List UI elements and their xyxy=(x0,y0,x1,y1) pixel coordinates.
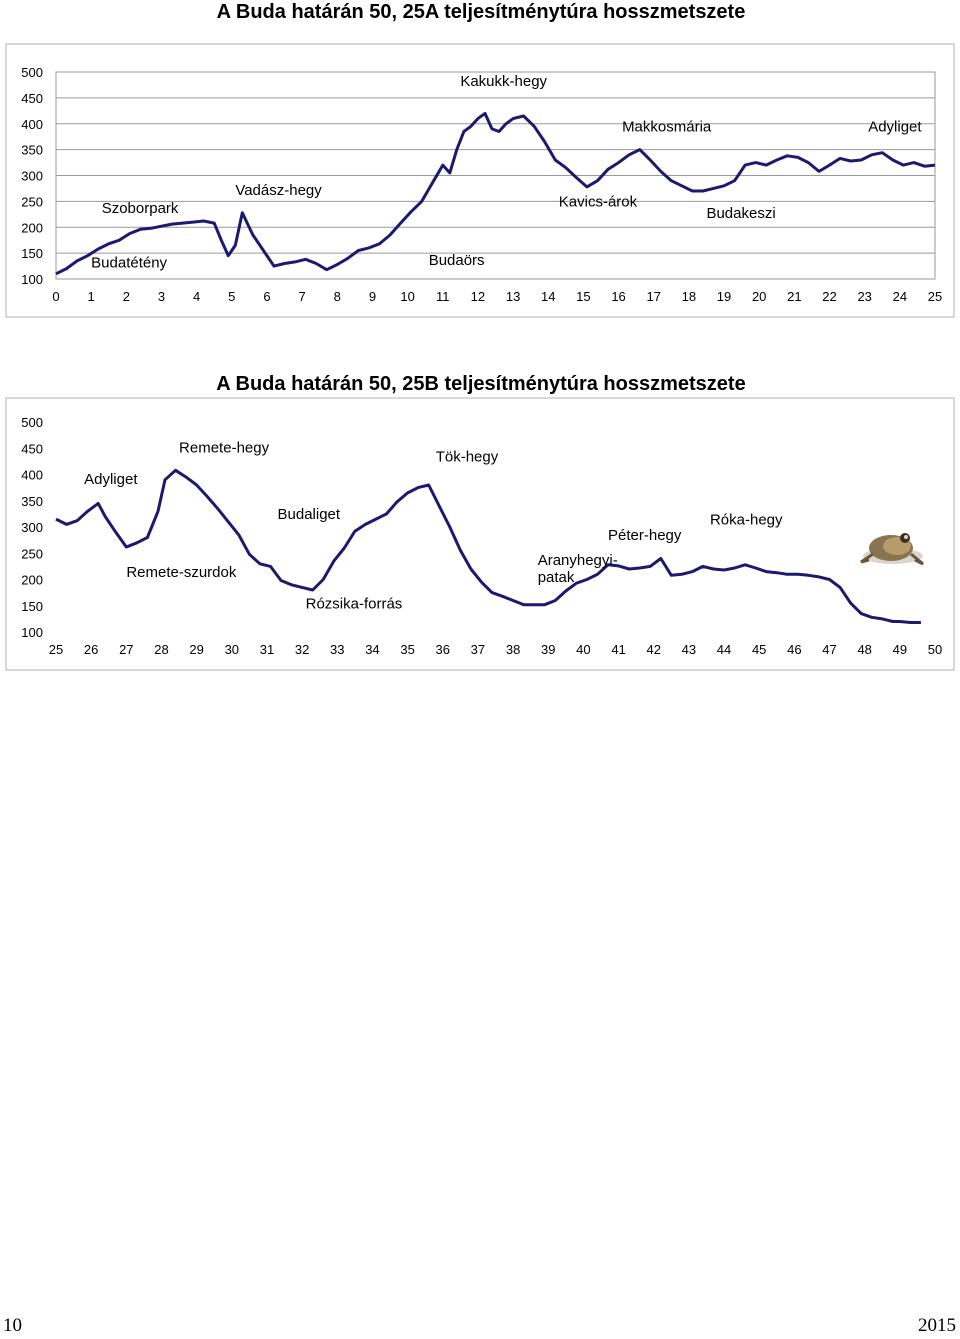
place-label: Péter-hegy xyxy=(608,527,682,545)
x-tick-label: 18 xyxy=(681,289,697,304)
x-tick-label: 9 xyxy=(368,289,377,304)
x-tick-label: 17 xyxy=(646,289,661,304)
y-tick-label: 150 xyxy=(21,246,43,262)
x-tick-label: 23 xyxy=(857,289,872,304)
y-tick-label: 500 xyxy=(21,415,43,430)
y-tick-label: 400 xyxy=(21,116,43,132)
place-label: Budaliget xyxy=(277,506,341,524)
x-tick-label: 12 xyxy=(470,289,486,304)
x-tick-label: 50 xyxy=(927,642,943,657)
x-tick-label: 26 xyxy=(83,642,99,657)
place-label: Budatétény xyxy=(91,254,168,272)
x-tick-label: 16 xyxy=(611,289,626,304)
elevation-line xyxy=(56,470,921,622)
y-tick-label: 250 xyxy=(21,194,43,210)
x-tick-label: 43 xyxy=(681,642,697,657)
x-tick-label: 2 xyxy=(122,289,130,304)
x-tick-label: 49 xyxy=(892,642,908,657)
x-tick-label: 19 xyxy=(716,289,732,304)
x-tick-label: 21 xyxy=(787,289,802,304)
place-label: Rózsika-forrás xyxy=(305,595,403,613)
place-label: Makkosmária xyxy=(622,118,712,136)
place-label: Tök-hegy xyxy=(435,448,499,466)
place-label: Remete-hegy xyxy=(179,439,270,457)
x-tick-label: 35 xyxy=(400,642,415,657)
x-tick-label: 37 xyxy=(470,642,486,657)
x-tick-label: 22 xyxy=(822,289,837,304)
x-tick-label: 14 xyxy=(541,289,556,304)
place-label: Aranyhegyi- xyxy=(537,551,618,569)
x-tick-label: 48 xyxy=(857,642,872,657)
x-tick-label: 25 xyxy=(927,289,943,304)
x-tick-label: 4 xyxy=(193,289,201,304)
x-tick-label: 42 xyxy=(646,642,661,657)
x-tick-label: 7 xyxy=(298,289,306,304)
y-tick-label: 100 xyxy=(21,625,43,640)
place-label: patak xyxy=(537,569,575,587)
x-tick-label: 25 xyxy=(48,642,64,657)
y-tick-label: 450 xyxy=(21,90,43,106)
x-tick-label: 38 xyxy=(505,642,521,657)
x-tick-label: 47 xyxy=(822,642,837,657)
x-tick-label: 6 xyxy=(263,289,271,304)
x-tick-label: 15 xyxy=(576,289,591,304)
x-tick-label: 30 xyxy=(224,642,240,657)
y-tick-label: 250 xyxy=(21,546,43,562)
x-tick-label: 33 xyxy=(330,642,345,657)
place-label: Remete-szurdok xyxy=(126,563,237,581)
x-tick-label: 41 xyxy=(611,642,626,657)
place-label: Kavics-árok xyxy=(558,193,638,211)
year: 2015 xyxy=(918,1315,956,1336)
y-tick-label: 350 xyxy=(21,493,43,509)
y-tick-label: 400 xyxy=(21,467,43,483)
place-label: Budakeszi xyxy=(706,204,776,222)
x-tick-label: 11 xyxy=(436,289,450,304)
x-tick-label: 20 xyxy=(751,289,767,304)
frog-icon xyxy=(861,533,923,564)
x-tick-label: 0 xyxy=(52,289,60,304)
place-label: Szoborpark xyxy=(101,199,179,217)
y-tick-label: 200 xyxy=(21,572,43,588)
x-tick-label: 32 xyxy=(294,642,310,657)
place-label: Budaörs xyxy=(428,252,485,270)
x-tick-label: 8 xyxy=(333,289,341,304)
y-tick-label: 300 xyxy=(21,168,43,184)
y-tick-label: 350 xyxy=(21,142,43,158)
y-tick-label: 200 xyxy=(21,220,43,236)
x-tick-label: 40 xyxy=(576,642,591,657)
place-label: Adyliget xyxy=(84,470,138,488)
chart-title: A Buda határán 50, 25B teljesítménytúra hosszmetszete xyxy=(216,373,746,395)
y-tick-label: 300 xyxy=(21,520,43,535)
y-tick-label: 150 xyxy=(21,598,43,614)
y-tick-label: 100 xyxy=(21,272,43,287)
x-tick-label: 10 xyxy=(400,289,415,304)
x-tick-label: 1 xyxy=(87,289,95,304)
x-tick-label: 44 xyxy=(716,642,732,657)
x-tick-label: 24 xyxy=(892,289,908,304)
place-label: Vadász-hegy xyxy=(235,182,322,200)
y-tick-label: 450 xyxy=(21,441,43,457)
place-label: Adyliget xyxy=(868,118,922,136)
x-tick-label: 28 xyxy=(154,642,169,657)
x-tick-label: 27 xyxy=(119,642,134,657)
x-tick-label: 39 xyxy=(541,642,556,657)
place-label: Kakukk-hegy xyxy=(460,72,548,90)
x-tick-label: 3 xyxy=(157,289,166,304)
x-tick-label: 34 xyxy=(365,642,380,657)
x-tick-label: 36 xyxy=(435,642,450,657)
y-tick-label: 500 xyxy=(21,65,43,80)
place-label: Róka-hegy xyxy=(709,511,783,529)
x-tick-label: 29 xyxy=(189,642,204,657)
page-number: 10 xyxy=(3,1315,22,1336)
x-tick-label: 5 xyxy=(228,289,236,304)
x-tick-label: 13 xyxy=(505,289,521,304)
x-tick-label: 31 xyxy=(259,642,275,657)
x-tick-label: 45 xyxy=(751,642,767,657)
chart-title: A Buda határán 50, 25A teljesítménytúra hosszmetszete xyxy=(216,1,746,23)
x-tick-label: 46 xyxy=(787,642,802,657)
